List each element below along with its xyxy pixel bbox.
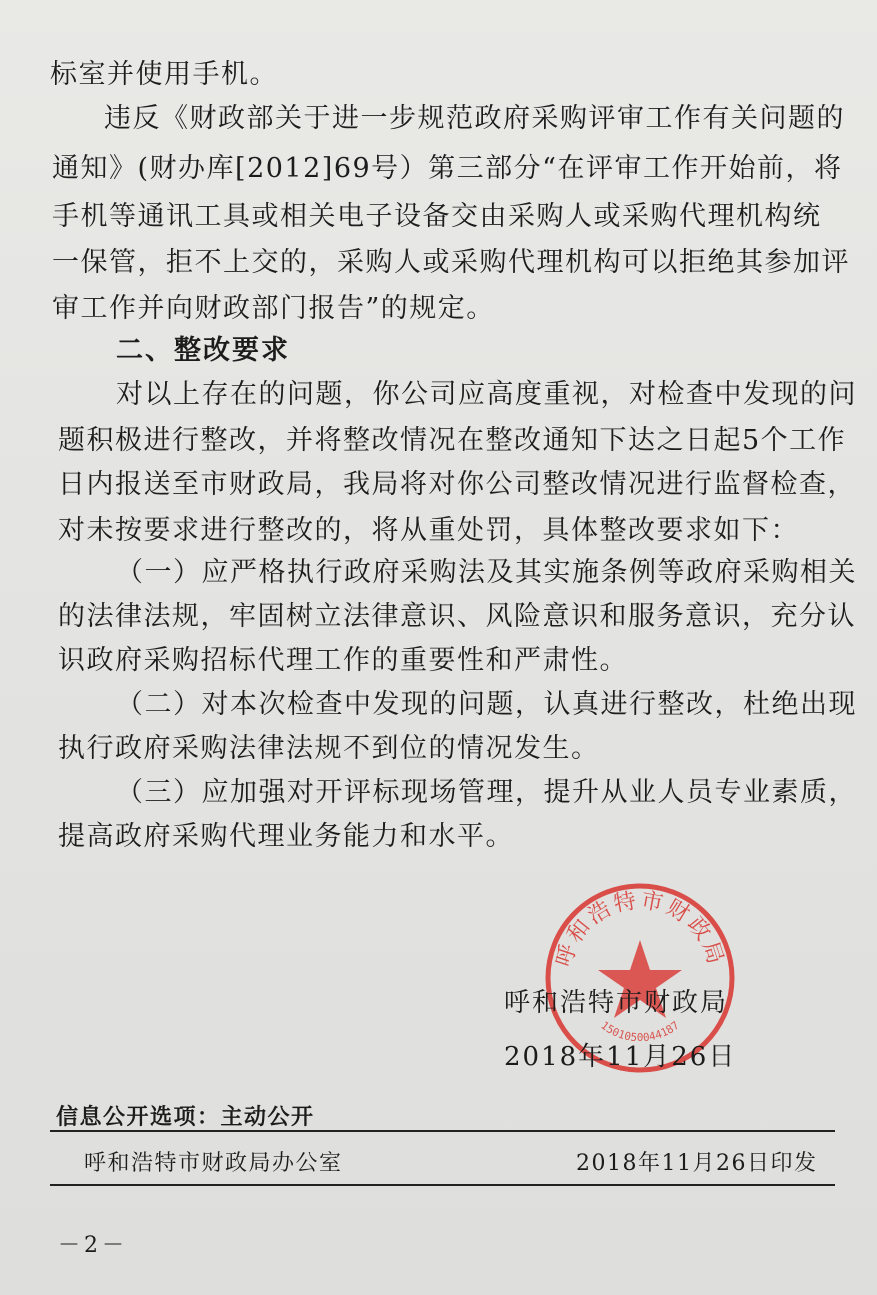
- signature-organization: 呼和浩特市财政局: [504, 988, 729, 1018]
- body-line-18: 提高政府采购代理业务能力和水平。: [58, 821, 514, 852]
- body-line-3: 通知》(财办库[2012]69号）第三部分“在评审工作开始前，将: [52, 153, 843, 184]
- page-number: －2－: [58, 1233, 128, 1258]
- body-line-10: 日内报送至市财政局，我局将对你公司整改情况进行监督检查，: [58, 469, 856, 500]
- footer-top-rule: [50, 1130, 835, 1132]
- body-line-6: 审工作并向财政部门报告”的规定。: [52, 293, 495, 324]
- footer-office: 呼和浩特市财政局办公室: [84, 1151, 343, 1176]
- body-line-5: 一保管，拒不上交的，采购人或采购代理机构可以拒绝其参加评: [52, 247, 850, 278]
- disclosure-label: 信息公开选项：: [56, 1105, 221, 1130]
- body-line-12: （一）应严格执行政府采购法及其实施条例等政府采购相关: [116, 557, 857, 588]
- disclosure-option: [56, 1100, 315, 1131]
- seal-text: 呼和浩特市财政局: [551, 888, 729, 970]
- body-line-17: （三）应加强对开评标现场管理，提升从业人员专业素质，: [116, 777, 857, 808]
- body-line-15: （二）对本次检查中发现的问题，认真进行整改，杜绝出现: [116, 689, 857, 720]
- disclosure-value: 主动公开: [220, 1105, 315, 1130]
- body-line-4: 手机等通讯工具或相关电子设备交由采购人或采购代理机构统: [52, 201, 822, 232]
- footer-bottom-rule: [50, 1184, 835, 1186]
- footer-issue-date: 2018年11月26日印发: [576, 1151, 818, 1176]
- body-line-11: 对未按要求进行整改的，将从重处罚，具体整改要求如下：: [58, 515, 799, 546]
- body-line-2: 违反《财政部关于进一步规范政府采购评审工作有关问题的: [104, 103, 845, 134]
- body-line-14: 识政府采购招标代理工作的重要性和严肃性。: [58, 645, 628, 676]
- body-line-8: 对以上存在的问题，你公司应高度重视，对检查中发现的问: [116, 379, 857, 410]
- body-line-13: 的法律法规，牢固树立法律意识、风险意识和服务意识，充分认: [58, 601, 856, 632]
- section-heading: 二、整改要求: [116, 335, 290, 366]
- seal-code: 1501050044187: [598, 1018, 682, 1045]
- body-line-16: 执行政府采购法律法规不到位的情况发生。: [58, 733, 600, 764]
- body-line-1: 标室并使用手机。: [50, 59, 278, 90]
- signature-date: 2018年11月26日: [504, 1042, 737, 1072]
- body-line-9: 题积极进行整改，并将整改情况在整改通知下达之日起5个工作: [58, 425, 847, 456]
